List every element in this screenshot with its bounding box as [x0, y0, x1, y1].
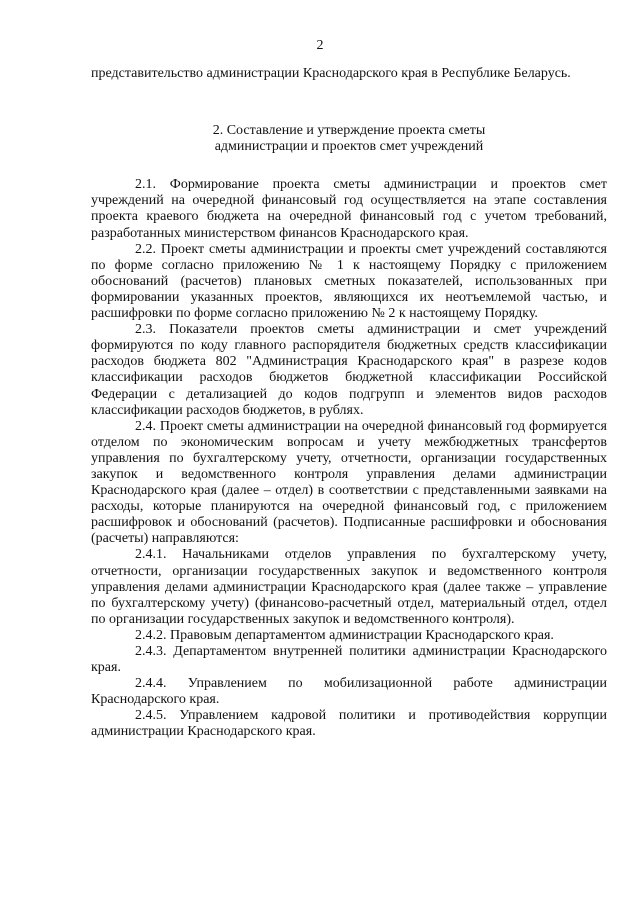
- paragraph-2-4-4: 2.4.4. Управлением по мобилизационной работе администрации Краснодарского края.: [91, 676, 607, 708]
- paragraph-2-4-1: 2.4.1. Начальниками отделов управления по бухгалтерскому учету, отчетности, организации государственных закупок и ведомственного контроля управления делами администрации Краснодарского края (далее также – управление по бухгалтерскому учету) (финансово-расчетный отдел, материальный отдел, отдел по организации государственных закупок и ведомственного контроля).: [91, 547, 607, 627]
- section-heading: [91, 123, 607, 155]
- page-number: 2: [316, 38, 324, 53]
- section-title-line-1: 2. Составление и утверждение проекта сметы: [212, 123, 486, 139]
- paragraph-2-2: 2.2. Проект сметы администрации и проекты смет учреждений составляются по форме согласно приложению № 1 к настоящему Порядку с приложением обоснований (расчетов) плановых сметных показателей, использованных при формировании указанных проектов, являющихся их неотъемлемой частью, и расшифровки по форме согласно приложению № 2 к настоящему Порядку.: [91, 241, 607, 322]
- section-title-line-2: администрации и проектов смет учреждений: [214, 139, 484, 155]
- intro-paragraph: представительство администрации Краснодарского края в Республике Беларусь.: [91, 66, 571, 81]
- paragraph-2-4-3: 2.4.3. Департаментом внутренней политики администрации Краснодарского края.: [91, 644, 607, 676]
- paragraph-2-3: 2.3. Показатели проектов сметы администрации и смет учреждений формируются по коду главного распорядителя бюджетных средств классификации расходов бюджета 802 "Администрация Краснодарского края" в разрезе кодов классификации расходов бюджетов бюджетной классификации Российской Федерации с детализацией до кодов подгрупп и элементов видов расходов классификации расходов бюджетов, в рублях.: [91, 322, 607, 418]
- paragraph-2-1: 2.1. Формирование проекта сметы администрации и проектов смет учреждений на очередной финансовый год осуществляется на этапе составления проекта краевого бюджета на очередной финансовый год с учетом требований, разработанных министерством финансов Краснодарского края.: [91, 177, 607, 241]
- paragraph-2-4-5: 2.4.5. Управлением кадровой политики и противодействия коррупции администрации Краснодарского края.: [91, 708, 607, 740]
- paragraph-2-4-2: 2.4.2. Правовым департаментом администрации Краснодарского края.: [135, 627, 554, 643]
- document-body: [91, 66, 607, 741]
- paragraph-2-4: 2.4. Проект сметы администрации на очередной финансовый год формируется отделом по экономическим вопросам и учету межбюджетных трансфертов управления по бухгалтерскому учету, отчетности, организации государственных закупок и ведомственного контроля управления делами администрации Краснодарского края (далее – отдел) в соответствии с представленными заявками на расходы, которые планируются на очередной финансовый год, с приложением расшифровок и обоснований (расчетов). Подписанные расшифровки и обоснования (расчеты) направляются:: [91, 418, 607, 547]
